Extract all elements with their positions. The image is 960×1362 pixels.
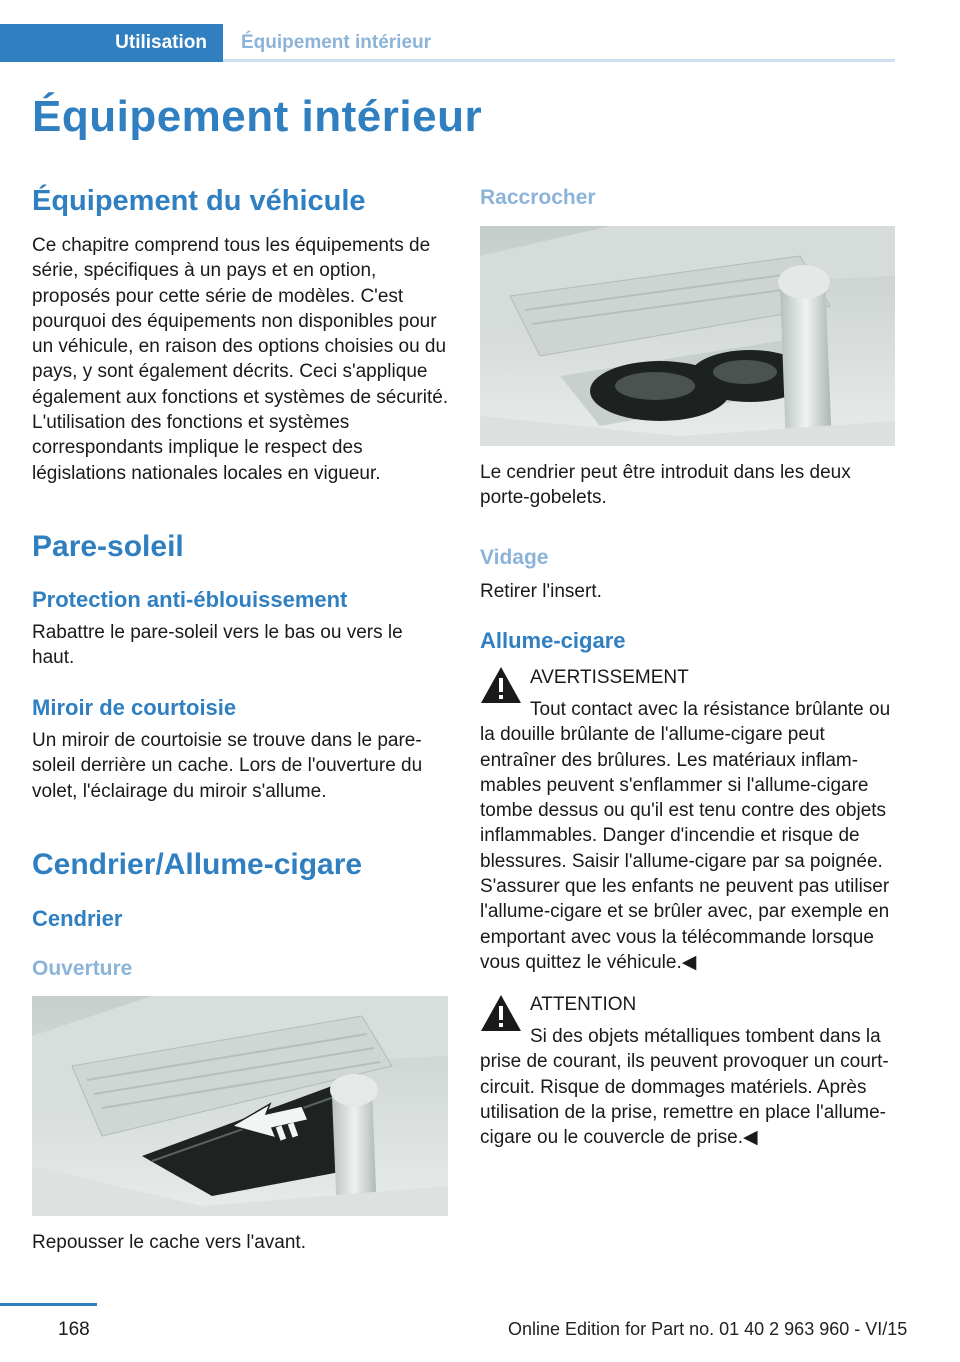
heading-ashtray: Cendrier <box>32 906 123 931</box>
warning-label: AVERTISSEMENT <box>530 667 689 688</box>
header-tabbar <box>0 24 895 62</box>
vehicle-equipment-text: Ce chapitre comprend tous les équipements de série, spécifiques à un pays et en option, proposés pour cette série de modèles. C'est pourquoi des équipements non disponibles pour un véhicule, en raison des options choisies ou du pays, y sont également décrits. Ceci s'applique également aux fonctions et systèmes de sécurité. L'utilisation des fonctions et systèmes correspondants implique le respect des législations nationales locales en vigueur. <box>32 235 449 484</box>
heading-ashtray-lighter: Cendrier/Allume-cigare <box>32 848 363 881</box>
emptying-text: Retirer l'insert. <box>480 581 602 602</box>
edition-line: Online Edition for Part no. 01 40 2 963 960 - VI/15 <box>508 1319 908 1339</box>
footer-rule <box>0 1303 97 1306</box>
heading-hang: Raccrocher <box>480 186 596 209</box>
heading-emptying: Vidage <box>480 546 549 569</box>
heading-cigarette-lighter: Allume-cigare <box>480 628 626 653</box>
glare-protection-text: Rabattre le pare-soleil vers le bas ou vers le haut. <box>32 622 403 669</box>
heading-glare-protection: Protection anti-éblouissement <box>32 587 348 612</box>
page-title: Équipement intérieur <box>32 92 483 141</box>
caution-text: Si des objets métalliques tombent dans la prise de courant, ils peuvent provoquer un court-circuit. Risque de dommages matériels. Après utilisation de la prise, remettre en place l'allume-cigare ou le couvercle de prise.◀ <box>480 1026 889 1149</box>
vanity-mirror-text: Un miroir de courtoisie se trouve dans le paresoleil derrière un cache. Lors de l'ouverture du volet, l'éclairage du miroir s'allume. <box>32 730 423 802</box>
ashtray-hanging-illustration <box>480 226 895 446</box>
opening-caption: Repousser le cache vers l'avant. <box>32 1232 306 1253</box>
caution-label: ATTENTION <box>530 994 637 1015</box>
tab-equipement-interieur[interactable]: Équipement intérieur <box>241 32 432 53</box>
warning-text: Tout contact avec la résistance brûlante ou la douille brûlante de l'allume-cigare peut entraîner des brûlures. Les matériaux inflammables peuvent s'enflammer si l'allume-cigare tombe dessus ou qu'il est tenu contre des objets inflammables. Danger d'incendie et risque de blessures. Saisir l'allume-cigare par sa poignée. S'assurer que les enfants ne peuvent pas utiliser l'allume-cigare et se brûler avec, par exemple en emportant avec vous la télécommande lorsque vous quittez le véhicule.◀ <box>480 699 891 973</box>
heading-opening: Ouverture <box>32 957 133 980</box>
tab-utilisation[interactable]: Utilisation <box>0 24 223 62</box>
hang-caption: Le cendrier peut être introduit dans les deux porte-gobelets. <box>480 462 851 509</box>
heading-sun-visor: Pare-soleil <box>32 530 184 563</box>
header-rule <box>223 59 895 62</box>
heading-vehicle-equipment: Équipement du véhicule <box>32 185 366 217</box>
heading-vanity-mirror: Miroir de courtoisie <box>32 695 237 720</box>
page-number: 168 <box>58 1319 90 1340</box>
ashtray-opening-illustration <box>32 996 448 1216</box>
